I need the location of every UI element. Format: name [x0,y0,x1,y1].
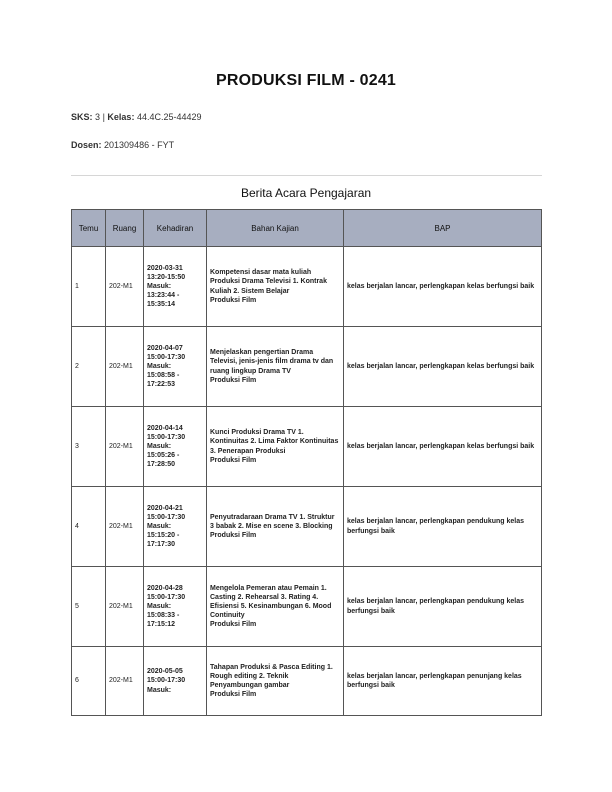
cell-bap: kelas berjalan lancar, perlengkapan kelas berfungsi baik [344,327,542,407]
attendance-date: 2020-04-28 [147,584,183,592]
attendance-label: Masuk: [147,686,172,694]
cell-ruang: 202-M1 [106,567,144,647]
table-row [72,647,542,716]
cell-ruang: 202-M1 [106,487,144,567]
attendance-in: 15:05:26 - [147,452,180,460]
table-row [72,487,542,567]
attendance-in: 15:08:58 - [147,372,180,380]
attendance-label: Masuk: [147,282,172,290]
cell-bahan-kajian [207,567,344,647]
topic-course: Produksi Film [210,456,257,464]
cell-temu: 5 [72,567,106,647]
topic-course: Produksi Film [210,296,257,304]
kelas-value: 44.4C.25-44429 [136,112,202,122]
attendance-out: 15:35:14 [147,301,176,309]
attendance-in: 13:23:44 - [147,292,180,300]
cell-bahan-kajian [207,247,344,327]
sks-value: 3 [95,112,101,122]
topic-course: Produksi Film [210,691,257,699]
attendance-date: 2020-04-21 [147,504,183,512]
section-title: Berita Acara Pengajaran [240,186,372,200]
attendance-label: Masuk: [147,602,172,610]
sks-label: SKS: [71,112,93,122]
table-row [72,567,542,647]
cell-bap: kelas berjalan lancar, perlengkapan pendukung kelas berfungsi baik [344,487,542,567]
attendance-schedule: 13:20-15:50 [147,273,186,281]
attendance-label: Masuk: [147,362,172,370]
attendance-schedule: 15:00-17:30 [147,513,186,521]
attendance-out: 17:28:50 [147,461,176,469]
cell-bap: kelas berjalan lancar, perlengkapan kelas berfungsi baik [344,247,542,327]
cell-temu: 3 [72,407,106,487]
cell-ruang: 202-M1 [106,647,144,716]
header-bahan-kajian: Bahan Kajian [207,210,344,247]
dosen-value: 201309486 - FYT [104,140,175,150]
cell-kehadiran [144,327,207,407]
cell-bahan-kajian [207,647,344,716]
divider [71,175,542,176]
attendance-in: 15:15:20 - [147,532,180,540]
cell-temu: 2 [72,327,106,407]
attendance-label: Masuk: [147,522,172,530]
cell-kehadiran [144,407,207,487]
topic-text: Mengelola Pemeran atau Pemain 1. Casting 2. Rehearsal 3. Rating 4. Efisiensi 5. Kesinambungan 6. Mood Continuity [210,584,332,620]
separator: | [102,112,105,122]
course-info [71,112,202,122]
attendance-label: Masuk: [147,442,172,450]
attendance-schedule: 15:00-17:30 [147,593,186,601]
table-row [72,327,542,407]
cell-bahan-kajian [207,487,344,567]
cell-kehadiran [144,247,207,327]
topic-text: Kompetensi dasar mata kuliah Produksi Drama Televisi 1. Kontrak Kuliah 2. Sistem Belajar [210,269,327,295]
topic-text: Menjelaskan pengertian Drama Televisi, jenis-jenis film drama tv dan ruang lingkup Drama TV [210,349,334,375]
attendance-schedule: 15:00-17:30 [147,353,186,361]
attendance-date: 2020-05-05 [147,668,183,676]
topic-course: Produksi Film [210,532,257,540]
header-kehadiran: Kehadiran [144,210,207,247]
cell-temu: 6 [72,647,106,716]
cell-temu: 1 [72,247,106,327]
attendance-out: 17:22:53 [147,381,176,389]
cell-bap: kelas berjalan lancar, perlengkapan penunjang kelas berfungsi baik [344,647,542,716]
attendance-date: 2020-04-07 [147,344,183,352]
cell-bahan-kajian [207,407,344,487]
cell-kehadiran [144,487,207,567]
table-row [72,247,542,327]
topic-course: Produksi Film [210,621,257,629]
attendance-date: 2020-03-31 [147,264,183,272]
cell-ruang: 202-M1 [106,327,144,407]
topic-text: Kunci Produksi Drama TV 1. Kontinuitas 2. Lima Faktor Kontinuitas 3. Penerapan Produksi [210,429,339,455]
header-ruang: Ruang [106,210,144,247]
table-header-row [72,210,542,247]
cell-bap: kelas berjalan lancar, perlengkapan kelas berfungsi baik [344,407,542,487]
page-title: PRODUKSI FILM - 0241 [215,72,397,89]
table-row [72,407,542,487]
attendance-in: 15:08:33 - [147,612,180,620]
attendance-out: 17:17:30 [147,541,176,549]
kelas-label: Kelas: [107,112,135,122]
topic-course: Produksi Film [210,376,257,384]
attendance-date: 2020-04-14 [147,424,183,432]
cell-ruang: 202-M1 [106,247,144,327]
header-bap: BAP [344,210,542,247]
bap-table [71,209,542,716]
cell-bap: kelas berjalan lancar, perlengkapan pendukung kelas berfungsi baik [344,567,542,647]
lecturer-info [71,140,174,150]
cell-kehadiran [144,567,207,647]
cell-bahan-kajian [207,327,344,407]
header-temu: Temu [72,210,106,247]
cell-temu: 4 [72,487,106,567]
topic-text: Penyutradaraan Drama TV 1. Struktur 3 babak 2. Mise en scene 3. Blocking [210,513,335,530]
attendance-schedule: 15:00-17:30 [147,677,186,685]
attendance-out: 17:15:12 [147,621,176,629]
topic-text: Tahapan Produksi & Pasca Editing 1. Rough editing 2. Teknik Penyambungan gambar [210,663,333,689]
cell-ruang: 202-M1 [106,407,144,487]
attendance-schedule: 15:00-17:30 [147,433,186,441]
cell-kehadiran [144,647,207,716]
dosen-label: Dosen: [71,140,102,150]
